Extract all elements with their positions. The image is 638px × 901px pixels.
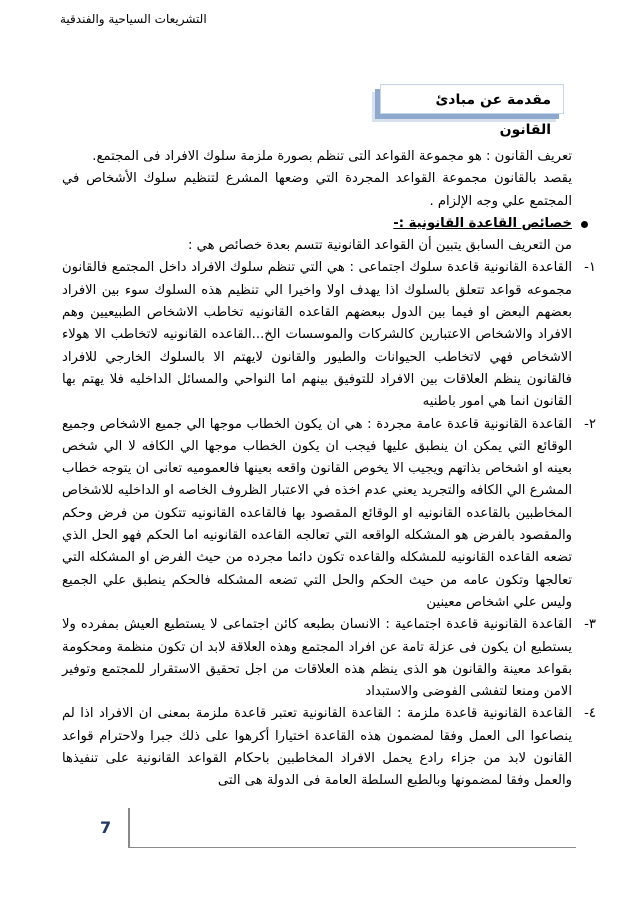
characteristics-heading-line — [62, 213, 572, 235]
list-item-text: القاعدة القانونية قاعدة عامة مجردة : هي ان يكون الخطاب موجها الي جميع الاشخاص وجميع الوقائع التي يمكن ان ينطبق عليها فيجب ان يكون الخطاب موجها الي الكافه لا الي شخص بعينه او اشخاص بذاتهم ويجيب الا يخوص القانون واقعه بعينها فالعموميه تعانى ان يتوجه خطاب المشرع الي الكافه والتجريد يعني عدم اخذه في الاعتبار الظروف الخاصه او الداخليه للاشخاص المخاطبين بالقاعده القانونيه او الوقائع المقصود بها فالقاعده القانونيه تتكون من فرض وحكم والمقصود بالفرض هو المشكله الواقعه التي تعالجه القاعده القانونيه اما الحكم فهو الحل الذي تضعه القاعده القانونيه للمشكله والقاعده تكون دائما مجرده من حيث الفرض او المشكله التي تعالجها وتكون عامه من حيث الحكم والحل التي تضعه المشكله فالحكم ينطبق علي الجميع وليس علي اشخاص معينين — [62, 416, 572, 610]
list-item-text: القاعدة القانونية قاعدة اجتماعية : الانسان بطبعه كائن اجتماعى لا يستطيع العيش بمفرده ولا يستطيع ان يكون فى عزلة تامة عن افراد المجتمع وهذه العلاقة لابد ان تكون منظمة ومحكومة بقواعد معينة والقانون هو الذى ينظم هذه العلاقات من اجل تحقيق الاستقرار للمجتمع وتوفير الامن ومنعا لتفشى الفوضى والاستبداد — [62, 617, 572, 700]
characteristics-heading: خصائص القاعدة القانونية :- — [393, 215, 572, 231]
list-item — [62, 614, 596, 703]
document-body — [62, 146, 596, 793]
list-item-number: ٤- — [584, 706, 596, 722]
list-item-number: ١- — [584, 260, 596, 276]
characteristics-intro: من التعريف السابق يتبين أن القواعد القانونية تتسم بعدة خصائص هي : — [187, 238, 572, 254]
list-item-number: ٢- — [584, 416, 596, 432]
footer-vertical-rule — [128, 808, 130, 848]
page-number: 7 — [100, 818, 112, 837]
list-item — [62, 703, 596, 792]
running-head: التشريعات السياحية والفندقية — [60, 12, 207, 26]
bullet-icon — [581, 221, 588, 228]
list-item-text: القاعدة القانونية قاعدة سلوك اجتماعى : هي التي تنظم سلوك الافراد داخل المجتمع فالقانون مجموعه قواعد تتعلق بالسلوك اذا يهدف اولا واخيرا الي تنظيم هذه السلوك سوء بين الافراد بعضهم البعض او فيما بين الدول ببعضهم القاعده القانونيه تخاطب الاشخاص الطبيعيين وهم الافراد والاشخاص الاعتبارين كالشركات والموسسات الخ...القاعده القانونيه لاتخاطب الا هولاء الاشخاص فهي لاتخاطب الحيوانات والطيور والقانون لايهتم الا بالسلوك الخارجي للافراد فالقانون ينظم العلاقات بين الافراد للتوفيق بينهم اما النواحي والمسائل الداخليه فلا يهتم بها القانون انما هي امور باطنيه — [62, 260, 572, 410]
purpose-paragraph: يقصد بالقانون مجموعة القواعد المجردة التي وضعها المشرع لتنظيم سلوك الأشخاص في المجتمع علي وجه الإلزام . — [62, 171, 572, 209]
section-title: مقدمة عن مبادئ القانون — [435, 92, 551, 138]
list-item-number: ٣- — [584, 617, 596, 633]
footer-horizontal-rule — [128, 847, 576, 848]
list-item — [62, 414, 596, 615]
section-title-box — [380, 84, 564, 138]
list-item — [62, 257, 596, 413]
list-item-text: القاعدة القانونية قاعدة ملزمة : القاعدة القانونية تعتبر قاعدة ملزمة بمعنى ان الافراد اذا لم ينصاعوا الى العمل وفقا لمضمون هذه القاعدة اختيارا أكرهوا على ذلك جبرا ولاحترام قواعد القانون لابد من جزاء رادع يحمل الافراد المخاطبين باحكام القواعد القانونية على تنفيذها والعمل وفقا لمضمونها وبالطبع السلطة العامة فى الدولة هى التى — [62, 706, 572, 789]
definition-paragraph: تعريف القانون : هو مجموعة القواعد التى تنظم بصورة ملزمة سلوك الافراد فى المجتمع. — [92, 149, 572, 164]
